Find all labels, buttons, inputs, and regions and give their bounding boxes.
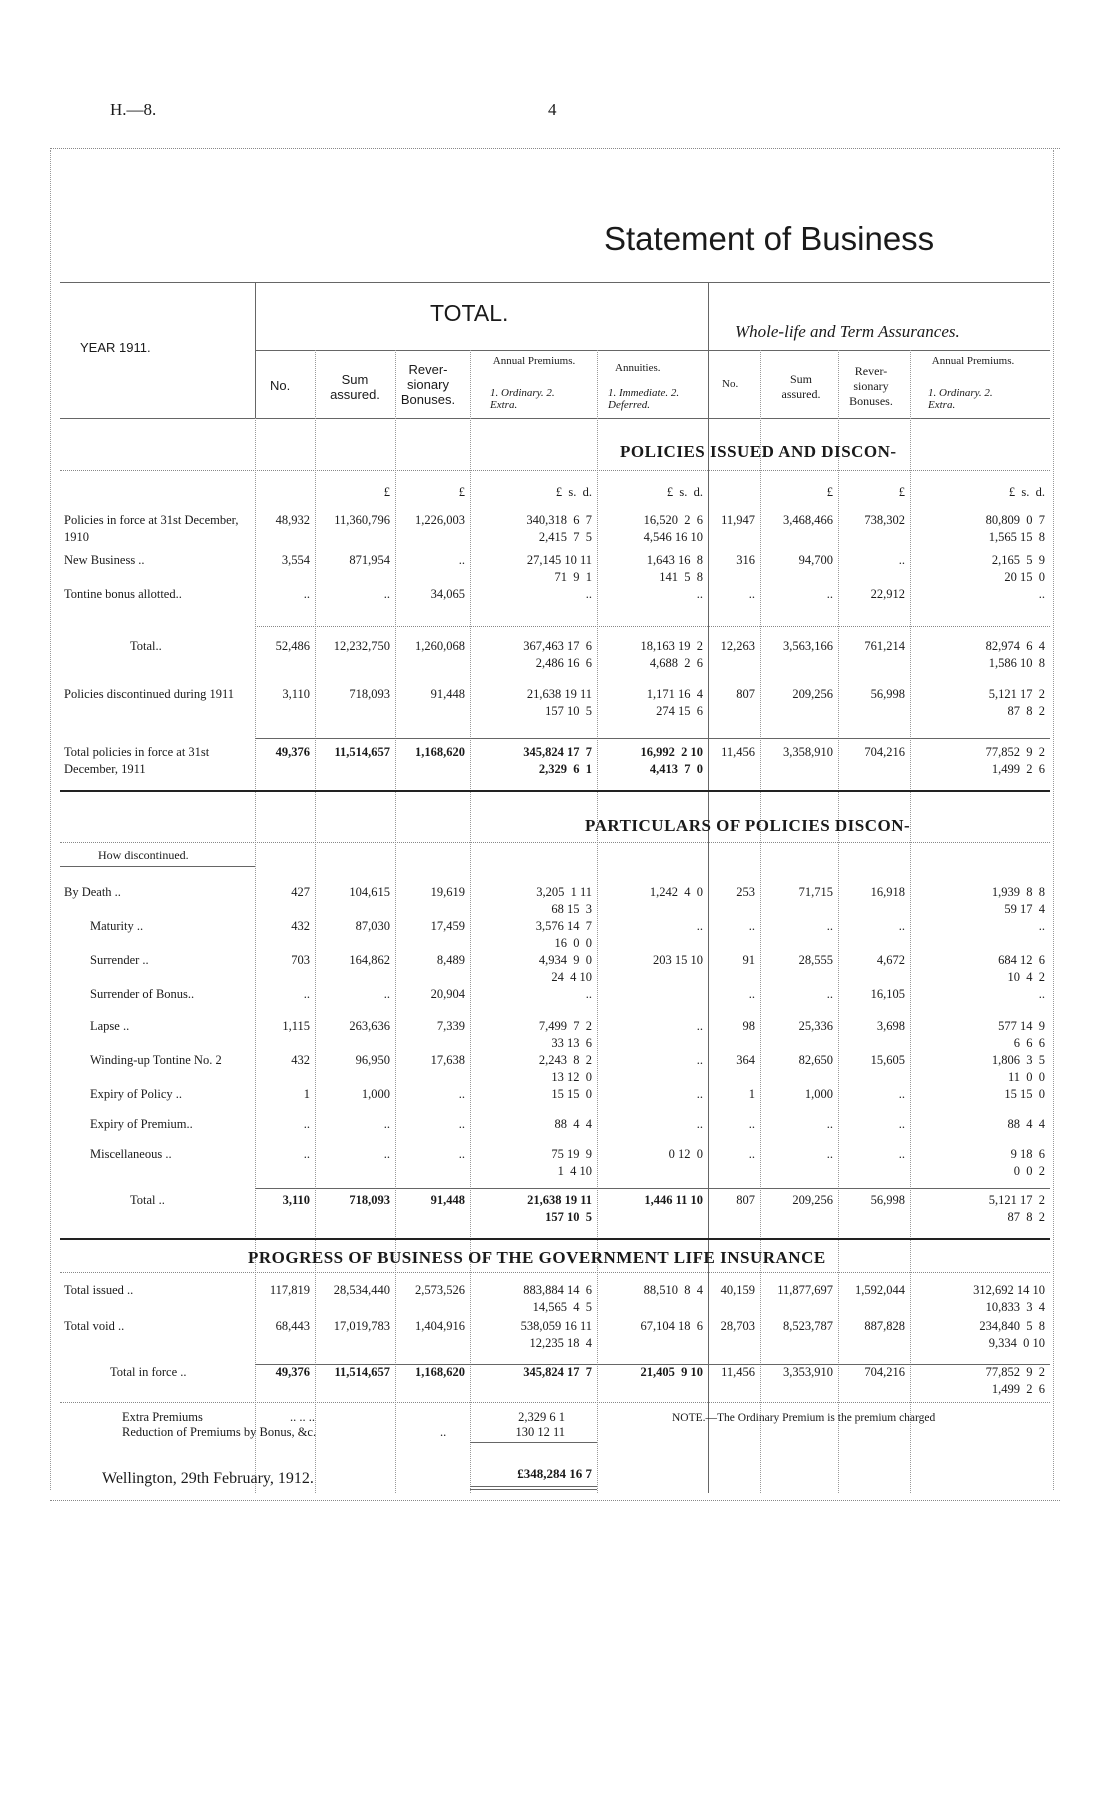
col-ann-sub: 1. Immediate. 2. Deferred. bbox=[608, 387, 680, 411]
table-row: Expiry of Policy .. 1 1,000 .. 15 15 0 .. 1 1,000 .. 15 15 0 bbox=[90, 1087, 1045, 1101]
table-row: Total.. 52,486 12,232,750 1,260,068 367,463 17 6 2,486 16 6 18,163 19 2 4,688 2 6 12,263 3,563,166 761,214 82,974 6 4 1,586 10 8 bbox=[130, 639, 1045, 670]
col-prem2: Annual Premiums. bbox=[931, 355, 1015, 367]
table-row: Winding-up Tontine No. 2 432 96,950 17,638 2,243 8 2 13 12 0 .. 364 82,650 15,605 1,806 3 5 11 0 0 bbox=[90, 1053, 1045, 1084]
place-date: Wellington, 29th February, 1912. bbox=[102, 1470, 314, 1487]
reduction-value: 130 12 11 bbox=[515, 1425, 565, 1439]
table-row: By Death .. 427 104,615 19,619 3,205 1 11 68 15 3 1,242 4 0 253 71,715 16,918 1,939 8 8 59 17 4 bbox=[64, 885, 1045, 916]
issued-units: £ £ £ s. d. £ s. d. £ £ £ s. d. bbox=[383, 485, 1045, 499]
table-row: Policies discontinued during 1911 3,110 718,093 91,448 21,638 19 11 157 10 5 1,171 16 4 274 15 6 807 209,256 56,998 5,121 17 2 87 8 2 bbox=[64, 687, 1045, 718]
col-prem-sub: 1. Ordinary. 2. Extra. bbox=[490, 387, 555, 411]
particulars-heading: PARTICULARS OF POLICIES DISCON- bbox=[585, 816, 911, 835]
whole-life-label: Whole-life and Term Assurances. bbox=[735, 322, 960, 341]
note: NOTE.—The Ordinary Premium is the premium charged bbox=[672, 1412, 936, 1424]
issued-heading: POLICIES ISSUED AND DISCON- bbox=[620, 442, 897, 461]
progress-table bbox=[60, 1282, 1050, 1404]
col-prem2-sub: 1. Ordinary. 2. Extra. bbox=[928, 387, 993, 411]
extra-value: 2,329 6 1 bbox=[518, 1410, 565, 1424]
table-row: Surrender of Bonus.. .. .. 20,904 .. .. .. 16,105 .. bbox=[90, 987, 1045, 1001]
table-row: Policies in force at 31st December, 1910 48,932 11,360,796 1,226,003 340,318 6 7 2,415 7 5 16,520 2 6 4,546 16 10 11,947 3,468,466 738,302 80,809 0 7 1,565 15 8 bbox=[64, 513, 1045, 544]
col-sum2: Sum assured. bbox=[781, 372, 821, 401]
col-ann: Annuities. bbox=[615, 362, 661, 374]
table-row: Maturity .. 432 87,030 17,459 3,576 14 7 16 0 0 .. .. .. .. .. bbox=[90, 919, 1045, 950]
col-rev: Rever-sionary Bonuses. bbox=[400, 362, 456, 407]
col-prem: Annual Premiums. bbox=[492, 355, 576, 367]
table-row: Total issued .. 117,819 28,534,440 2,573,526 883,884 14 6 14,565 4 5 88,510 8 4 40,159 11,877,697 1,592,044 312,692 14 10 10,833 3 4 bbox=[64, 1283, 1045, 1314]
how-discontinued: How discontinued. bbox=[98, 848, 189, 862]
issued-table bbox=[60, 512, 1050, 784]
grand-total: £348,284 16 7 bbox=[517, 1466, 592, 1481]
year-label: YEAR 1911. bbox=[80, 340, 151, 355]
table-row: Total policies in force at 31st December, 1911 49,376 11,514,657 1,168,620 345,824 17 7 2,329 6 1 16,992 2 10 4,413 7 0 11,456 3,358,910 704,216 77,852 9 2 1,499 2 6 bbox=[64, 745, 1045, 776]
table-row: Tontine bonus allotted.. .. .. 34,065 .. .. .. .. 22,912 .. bbox=[64, 587, 1045, 601]
reduction-dots: .. bbox=[440, 1425, 447, 1439]
page-title: Statement of Business bbox=[604, 220, 935, 257]
table-row: Total in force .. 49,376 11,514,657 1,168,620 345,824 17 7 21,405 9 10 11,456 3,353,910 704,216 77,852 9 2 1,499 2 6 bbox=[110, 1365, 1045, 1396]
table-row: Surrender .. 703 164,862 8,489 4,934 9 0 24 4 10 203 15 10 91 28,555 4,672 684 12 6 10 4 2 bbox=[90, 953, 1045, 984]
progress-heading: PROGRESS OF BUSINESS OF THE GOVERNMENT LIFE INSURANCE bbox=[248, 1248, 826, 1267]
particulars-table bbox=[60, 884, 1050, 1232]
table-row: Total .. 3,110 718,093 91,448 21,638 19 11 157 10 5 1,446 11 10 807 209,256 56,998 5,121 17 2 87 8 2 bbox=[130, 1193, 1045, 1224]
page-ref: H.—8. bbox=[110, 100, 157, 119]
col-sum: Sum assured. bbox=[330, 372, 380, 402]
table-row: Miscellaneous .. .. .. .. 75 19 9 1 4 10 0 12 0 .. .. .. 9 18 6 0 0 2 bbox=[90, 1147, 1045, 1178]
col-rev2: Rever-sionary Bonuses. bbox=[849, 364, 893, 408]
table-row: Lapse .. 1,115 263,636 7,339 7,499 7 2 33 13 6 .. 98 25,336 3,698 577 14 9 6 6 6 bbox=[90, 1019, 1045, 1050]
col-no2: No. bbox=[722, 378, 739, 390]
extra-premiums-label: Extra Premiums bbox=[122, 1410, 203, 1424]
reduction-label: Reduction of Premiums by Bonus, &c. bbox=[122, 1425, 317, 1439]
extra-dots: .. .. .. bbox=[290, 1410, 315, 1424]
table-row: New Business .. 3,554 871,954 .. 27,145 10 11 71 9 1 1,643 16 8 141 5 8 316 94,700 .. 2,165 5 9 20 15 0 bbox=[64, 553, 1045, 584]
total-label: TOTAL. bbox=[430, 300, 509, 326]
page-number: 4 bbox=[548, 100, 557, 119]
table-row: Expiry of Premium.. .. .. .. 88 4 4 .. .. .. .. 88 4 4 bbox=[90, 1117, 1045, 1131]
col-no: No. bbox=[270, 378, 291, 393]
table-row: Total void .. 68,443 17,019,783 1,404,916 538,059 16 11 12,235 18 4 67,104 18 6 28,703 8,523,787 887,828 234,840 5 8 9,334 0 10 bbox=[64, 1319, 1045, 1350]
